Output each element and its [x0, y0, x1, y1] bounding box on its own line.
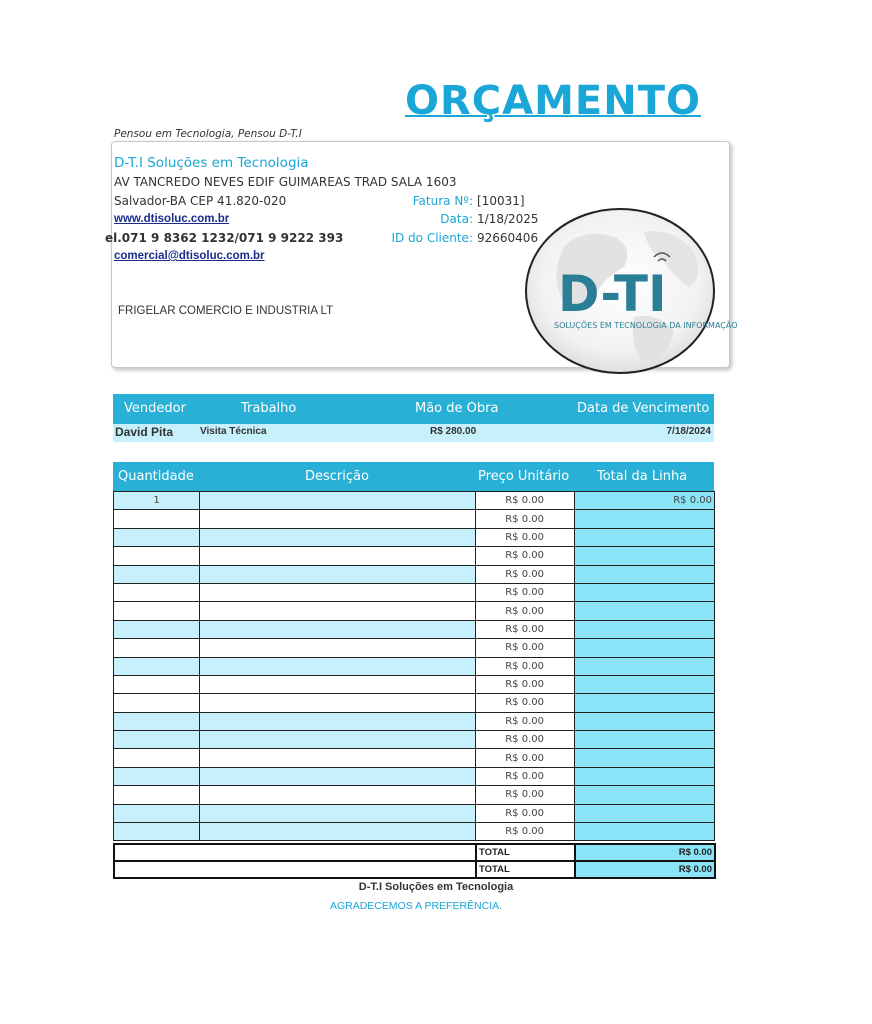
total-row	[114, 861, 715, 878]
unit-price-cell[interactable]: R$ 0.00	[476, 749, 575, 767]
company-address: AV TANCREDO NEVES EDIF GUIMAREAS TRAD SALA 1603	[114, 175, 457, 189]
total-value: R$ 0.00	[575, 861, 715, 878]
col-mao-de-obra: Mão de Obra	[415, 401, 499, 416]
table-row	[114, 620, 715, 638]
line-total-cell[interactable]	[575, 767, 715, 785]
col-trabalho: Trabalho	[241, 401, 297, 416]
quantity-cell[interactable]	[114, 749, 200, 767]
logo-text: D-TI	[558, 265, 667, 323]
table-row	[114, 639, 715, 657]
company-city: Salvador-BA CEP 41.820-020	[114, 194, 287, 208]
items-table-header	[113, 462, 714, 491]
col-vendedor: Vendedor	[124, 401, 186, 416]
invoice-number-label: Fatura Nº:	[412, 194, 473, 208]
description-cell[interactable]	[200, 639, 476, 657]
unit-price-cell[interactable]: R$ 0.00	[476, 510, 575, 528]
description-cell[interactable]	[200, 547, 476, 565]
table-row	[114, 767, 715, 785]
description-cell[interactable]	[200, 749, 476, 767]
unit-price-cell[interactable]: R$ 0.00	[476, 786, 575, 804]
quantity-cell[interactable]	[114, 657, 200, 675]
line-total-cell[interactable]	[575, 620, 715, 638]
description-cell[interactable]	[200, 731, 476, 749]
col-quantidade: Quantidade	[118, 469, 194, 484]
company-logo	[524, 207, 738, 376]
table-row	[114, 547, 715, 565]
table-row	[114, 786, 715, 804]
document-title: ORÇAMENTO	[405, 78, 702, 124]
client-id: 92660406	[477, 231, 539, 245]
invoice-date: 1/18/2025	[477, 212, 539, 226]
quantity-cell[interactable]	[114, 528, 200, 546]
line-total-cell[interactable]	[575, 657, 715, 675]
line-total-cell[interactable]	[575, 602, 715, 620]
line-total-cell[interactable]: R$ 0.00	[575, 492, 715, 510]
description-cell[interactable]	[200, 620, 476, 638]
client-name: FRIGELAR COMERCIO E INDUSTRIA LT	[118, 305, 334, 317]
table-row	[114, 823, 715, 841]
line-total-cell[interactable]	[575, 694, 715, 712]
company-name: D-T.I Soluções em Tecnologia	[114, 155, 309, 171]
quantity-cell[interactable]: 1	[114, 492, 200, 510]
table-row	[114, 565, 715, 583]
trabalho-value: Visita Técnica	[200, 426, 267, 437]
quantity-cell[interactable]	[114, 639, 200, 657]
description-cell[interactable]	[200, 786, 476, 804]
total-label: TOTAL	[476, 844, 575, 861]
description-cell[interactable]	[200, 657, 476, 675]
table-row	[114, 492, 715, 510]
quantity-cell[interactable]	[114, 804, 200, 822]
table-row	[114, 583, 715, 601]
unit-price-cell[interactable]: R$ 0.00	[476, 547, 575, 565]
items-table	[113, 491, 715, 841]
quantity-cell[interactable]	[114, 547, 200, 565]
quantity-cell[interactable]	[114, 675, 200, 693]
line-total-cell[interactable]	[575, 731, 715, 749]
company-website-link[interactable]: www.dtisoluc.com.br	[114, 213, 230, 225]
total-row	[114, 844, 715, 861]
table-row	[114, 749, 715, 767]
client-id-label: ID do Cliente:	[391, 231, 473, 245]
col-data-vencimento: Data de Vencimento	[577, 401, 710, 416]
description-cell[interactable]	[200, 694, 476, 712]
unit-price-cell[interactable]: R$ 0.00	[476, 583, 575, 601]
unit-price-cell[interactable]: R$ 0.00	[476, 565, 575, 583]
quantity-cell[interactable]	[114, 694, 200, 712]
description-cell[interactable]	[200, 804, 476, 822]
unit-price-cell[interactable]: R$ 0.00	[476, 657, 575, 675]
quantity-cell[interactable]	[114, 823, 200, 841]
invoice-date-label: Data:	[440, 212, 473, 226]
description-cell[interactable]	[200, 528, 476, 546]
total-blank-cell	[114, 844, 476, 861]
description-cell[interactable]	[200, 675, 476, 693]
description-cell[interactable]	[200, 712, 476, 730]
line-total-cell[interactable]	[575, 510, 715, 528]
tagline: Pensou em Tecnologia, Pensou D-T.I	[114, 128, 302, 140]
logo-subtitle: SOLUÇÕES EM TECNOLOGIA DA INFORMAÇÃO	[554, 321, 738, 330]
line-total-cell[interactable]	[575, 823, 715, 841]
unit-price-cell[interactable]: R$ 0.00	[476, 639, 575, 657]
unit-price-cell[interactable]: R$ 0.00	[476, 675, 575, 693]
line-total-cell[interactable]	[575, 786, 715, 804]
description-cell[interactable]	[200, 510, 476, 528]
quantity-cell[interactable]	[114, 565, 200, 583]
line-total-cell[interactable]	[575, 675, 715, 693]
col-preco-unitario: Preço Unitário	[478, 469, 570, 484]
unit-price-cell[interactable]: R$ 0.00	[476, 602, 575, 620]
quantity-cell[interactable]	[114, 620, 200, 638]
line-total-cell[interactable]	[575, 712, 715, 730]
unit-price-cell[interactable]: R$ 0.00	[476, 731, 575, 749]
description-cell[interactable]	[200, 565, 476, 583]
quantity-cell[interactable]	[114, 602, 200, 620]
col-total-linha: Total da Linha	[597, 469, 688, 484]
line-total-cell[interactable]	[575, 528, 715, 546]
table-row	[114, 510, 715, 528]
totals-table	[113, 843, 716, 879]
job-table-header	[113, 394, 714, 424]
company-email-link[interactable]: comercial@dtisoluc.com.br	[114, 250, 265, 262]
table-row	[114, 731, 715, 749]
unit-price-cell[interactable]: R$ 0.00	[476, 528, 575, 546]
mao-de-obra-value: R$ 280.00	[430, 426, 477, 437]
description-cell[interactable]	[200, 602, 476, 620]
line-total-cell[interactable]	[575, 639, 715, 657]
company-phone: el.071 9 8362 1232/071 9 9222 393	[105, 231, 344, 245]
quantity-cell[interactable]	[114, 510, 200, 528]
table-row	[114, 528, 715, 546]
unit-price-cell[interactable]: R$ 0.00	[476, 767, 575, 785]
unit-price-cell[interactable]: R$ 0.00	[476, 823, 575, 841]
quantity-cell[interactable]	[114, 712, 200, 730]
total-blank-cell	[114, 861, 476, 878]
table-row	[114, 804, 715, 822]
unit-price-cell[interactable]: R$ 0.00	[476, 620, 575, 638]
quantity-cell[interactable]	[114, 786, 200, 804]
vencimento-value: 7/18/2024	[666, 426, 711, 437]
line-total-cell[interactable]	[575, 583, 715, 601]
table-row	[114, 657, 715, 675]
quantity-cell[interactable]	[114, 731, 200, 749]
unit-price-cell[interactable]: R$ 0.00	[476, 694, 575, 712]
footer-thanks: AGRADECEMOS A PREFERÊNCIA.	[329, 900, 503, 912]
unit-price-cell[interactable]: R$ 0.00	[476, 712, 575, 730]
quantity-cell[interactable]	[114, 767, 200, 785]
description-cell[interactable]	[200, 583, 476, 601]
line-total-cell[interactable]	[575, 804, 715, 822]
description-cell[interactable]	[200, 492, 476, 510]
table-row	[114, 694, 715, 712]
col-descricao: Descrição	[305, 469, 369, 484]
job-table-row	[113, 424, 714, 442]
unit-price-cell[interactable]: R$ 0.00	[476, 804, 575, 822]
footer-company: D-T.I Soluções em Tecnologia	[358, 881, 514, 893]
table-row	[114, 675, 715, 693]
quantity-cell[interactable]	[114, 583, 200, 601]
total-value: R$ 0.00	[575, 844, 715, 861]
line-total-cell[interactable]	[575, 749, 715, 767]
invoice-number: [10031]	[477, 194, 525, 208]
table-row	[114, 712, 715, 730]
description-cell[interactable]	[200, 767, 476, 785]
table-row	[114, 602, 715, 620]
total-label: TOTAL	[476, 861, 575, 878]
line-total-cell[interactable]	[575, 565, 715, 583]
unit-price-cell[interactable]: R$ 0.00	[476, 492, 575, 510]
description-cell[interactable]	[200, 823, 476, 841]
vendedor-value: David Pita	[115, 425, 174, 439]
line-total-cell[interactable]	[575, 547, 715, 565]
